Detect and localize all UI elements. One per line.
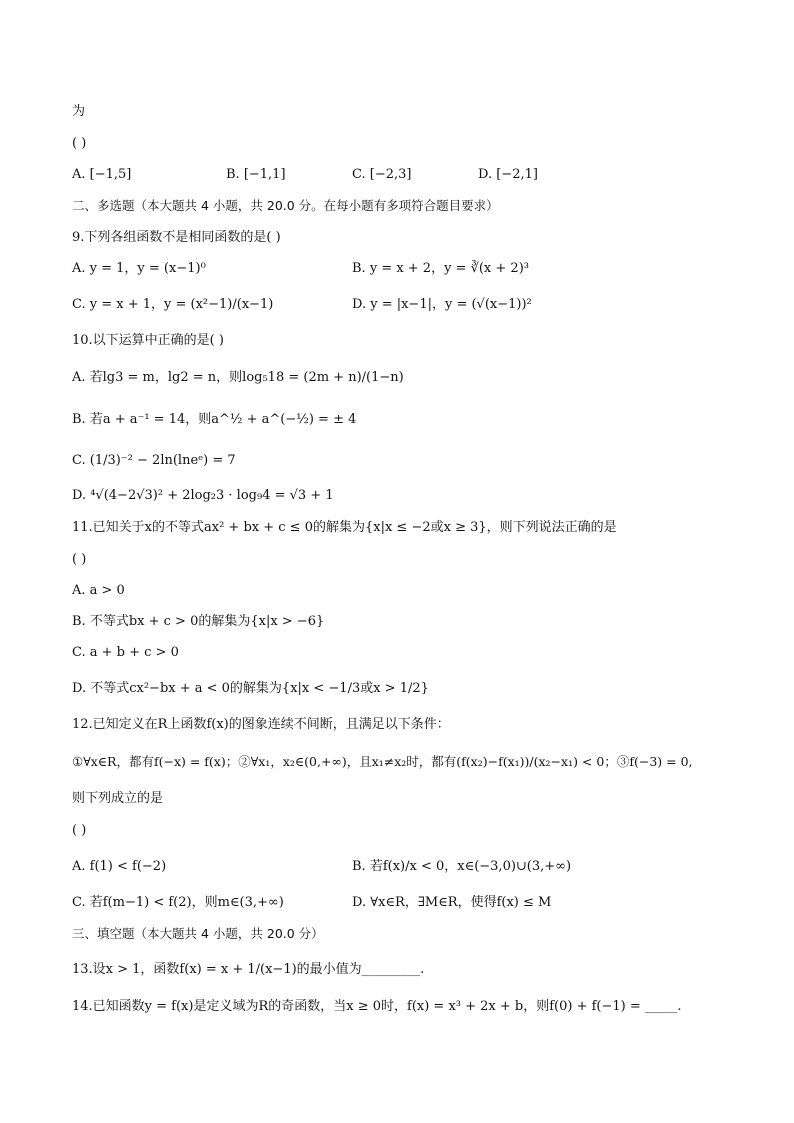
text-wei: 为 — [72, 104, 86, 119]
answer-paren: ( ) — [72, 823, 87, 838]
q12-option-a: A. f(1) < f(−2) — [72, 859, 167, 874]
q10-option-b: B. 若a + a⁻¹ = 14，则a^½ + a^(−½) = ± 4 — [72, 412, 357, 427]
q10-stem: 10.以下运算中正确的是( ) — [72, 333, 224, 348]
q8-option-c: C. [−2,3] — [352, 167, 412, 182]
q13: 13.设x > 1，函数f(x) = x + 1/(x−1)的最小值为_________. — [72, 962, 425, 977]
q12-option-b: B. 若f(x)/x < 0，x∈(−3,0)∪(3,+∞) — [352, 859, 572, 874]
q9-option-c: C. y = x + 1，y = (x²−1)/(x−1) — [72, 297, 274, 312]
q11-option-b: B. 不等式bx + c > 0的解集为{x|x > −6} — [72, 614, 325, 629]
q11-option-d: D. 不等式cx²−bx + a < 0的解集为{x|x < −1/3或x > 1/2} — [72, 681, 429, 696]
q12-stem: 12.已知定义在R上函数f(x)的图象连续不间断，且满足以下条件： — [72, 717, 450, 732]
q12-conditions: ①∀x∈R，都有f(−x) = f(x)；②∀x₁，x₂∈(0,+∞)，且x₁≠x₂时，都有(f(x₂)−f(x₁))/(x₂−x₁) < 0；③f(−3) = 0, — [72, 754, 693, 769]
q9-stem: 9.下列各组函数不是相同函数的是( ) — [72, 230, 281, 245]
section-heading-multiple-choice: 二、多选题（本大题共 4 小题，共 20.0 分。在每小题有多项符合题目要求） — [72, 198, 499, 213]
answer-paren: ( ) — [72, 552, 87, 567]
q12-option-d: D. ∀x∈R，∃M∈R，使得f(x) ≤ M — [352, 895, 552, 910]
q11-option-c: C. a + b + c > 0 — [72, 645, 179, 660]
section-heading-fill-in: 三、填空题（本大题共 4 小题，共 20.0 分） — [72, 926, 324, 941]
q8-option-d: D. [−2,1] — [478, 167, 538, 182]
q12-option-c: C. 若f(m−1) < f(2)，则m∈(3,+∞) — [72, 895, 284, 910]
q9-option-a: A. y = 1，y = (x−1)⁰ — [72, 261, 206, 276]
answer-paren: ( ) — [72, 136, 87, 151]
q9-option-b: B. y = x + 2，y = ∛(x + 2)³ — [352, 261, 529, 276]
q9-option-d: D. y = |x−1|，y = (√(x−1))² — [352, 297, 532, 312]
q10-option-c: C. (1/3)⁻² − 2ln(lneᵉ) = 7 — [72, 453, 236, 468]
q8-option-a: A. [−1,5] — [72, 167, 132, 182]
q10-option-a: A. 若lg3 = m，lg2 = n，则log₅18 = (2m + n)/(1−n) — [72, 370, 404, 385]
q10-option-d: D. ⁴√(4−2√3)² + 2log₂3 · log₉4 = √3 + 1 — [72, 488, 334, 503]
q8-option-b: B. [−1,1] — [226, 167, 286, 182]
q11-stem: 11.已知关于x的不等式ax² + bx + c ≤ 0的解集为{x|x ≤ −2或x ≥ 3}，则下列说法正确的是 — [72, 520, 617, 535]
q12-then: 则下列成立的是 — [72, 791, 164, 806]
q11-option-a: A. a > 0 — [72, 583, 125, 598]
q14: 14.已知函数y = f(x)是定义域为R的奇函数，当x ≥ 0时，f(x) = x³ + 2x + b，则f(0) + f(−1) = _____. — [72, 999, 682, 1014]
